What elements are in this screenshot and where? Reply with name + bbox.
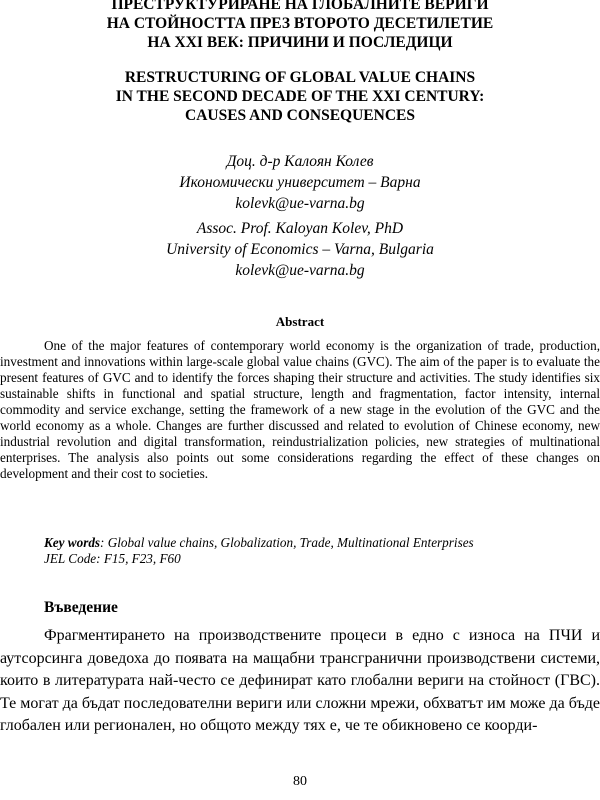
title-bulgarian-line: ПРЕСТРУКТУРИРАНЕ НА ГЛОБАЛНИТЕ ВЕРИГИ [111, 0, 489, 13]
keywords-label: Key words [44, 535, 101, 550]
author-email: kolevk@ue-varna.bg [235, 262, 365, 279]
author-name: Assoc. Prof. Kaloyan Kolev, PhD [196, 220, 404, 237]
author-block-bulgarian [0, 151, 600, 214]
keywords-line [0, 535, 600, 551]
keywords-block [0, 535, 600, 567]
title-english-line: RESTRUCTURING OF GLOBAL VALUE CHAINS [124, 69, 476, 86]
page-number: 80 [293, 774, 307, 789]
author-email: kolevk@ue-varna.bg [235, 195, 365, 212]
title-bulgarian [0, 0, 600, 52]
introduction-text: Фрагментирането на производствените процеси в едно с износа на ПЧИ и аутсорсинга доведоха до появата на мащабни трансгранични производствени системи, които в литературата най-често се дефинират като глобални вериги на стойност (ГВС). Те могат да бъдат последователни вериги или сложни мрежи, обхватът им може да бъде глобален или регионален, но общото между тях е, че те обикновено се коорди- [0, 627, 600, 734]
author-name: Доц. д-р Калоян Колев [226, 153, 374, 170]
title-bulgarian-line: НА XXI ВЕК: ПРИЧИНИ И ПОСЛЕДИЦИ [147, 34, 453, 51]
author-affiliation: Икономически университет – Варна [179, 174, 421, 191]
title-english-line: CAUSES AND CONSEQUENCES [185, 107, 415, 124]
abstract-heading: Abstract [275, 314, 325, 329]
author-block-english [0, 218, 600, 281]
title-english [0, 68, 600, 125]
title-bulgarian-line: НА СТОЙНОСТТА ПРЕЗ ВТОРОТО ДЕСЕТИЛЕТИЕ [106, 15, 494, 32]
keywords-text: : Global value chains, Globalization, Trade, Multinational Enterprises [100, 535, 474, 550]
section-heading-introduction: Въведение [44, 599, 118, 616]
jel-code: JEL Code: F15, F23, F60 [44, 551, 181, 566]
author-affiliation: University of Economics – Varna, Bulgaria [166, 241, 434, 258]
abstract-text: One of the major features of contemporary world economy is the organization of trade, production, investment and innovations within large-scale global value chains (GVC). The aim of the paper is to evaluate the present features of GVC and to identify the forces shaping their structure and activities. The study identifies six sustainable shifts in functional and spatial structure, length and fragmentation, factor intensity, internal commodity and service exchange, setting the framework of a new stage in the evolution of the GVC and the world economy as a whole. Changes are further discussed and related to evolution of Chinese economy, new industrial revolution and digital transformation, reindustrialization policies, new strategies of multinational enterprises. The analysis also points out some considerations regarding the effect of these changes on development and their cost to societies. [0, 338, 600, 481]
title-english-line: IN THE SECOND DECADE OF THE XXI CENTURY: [115, 88, 485, 105]
